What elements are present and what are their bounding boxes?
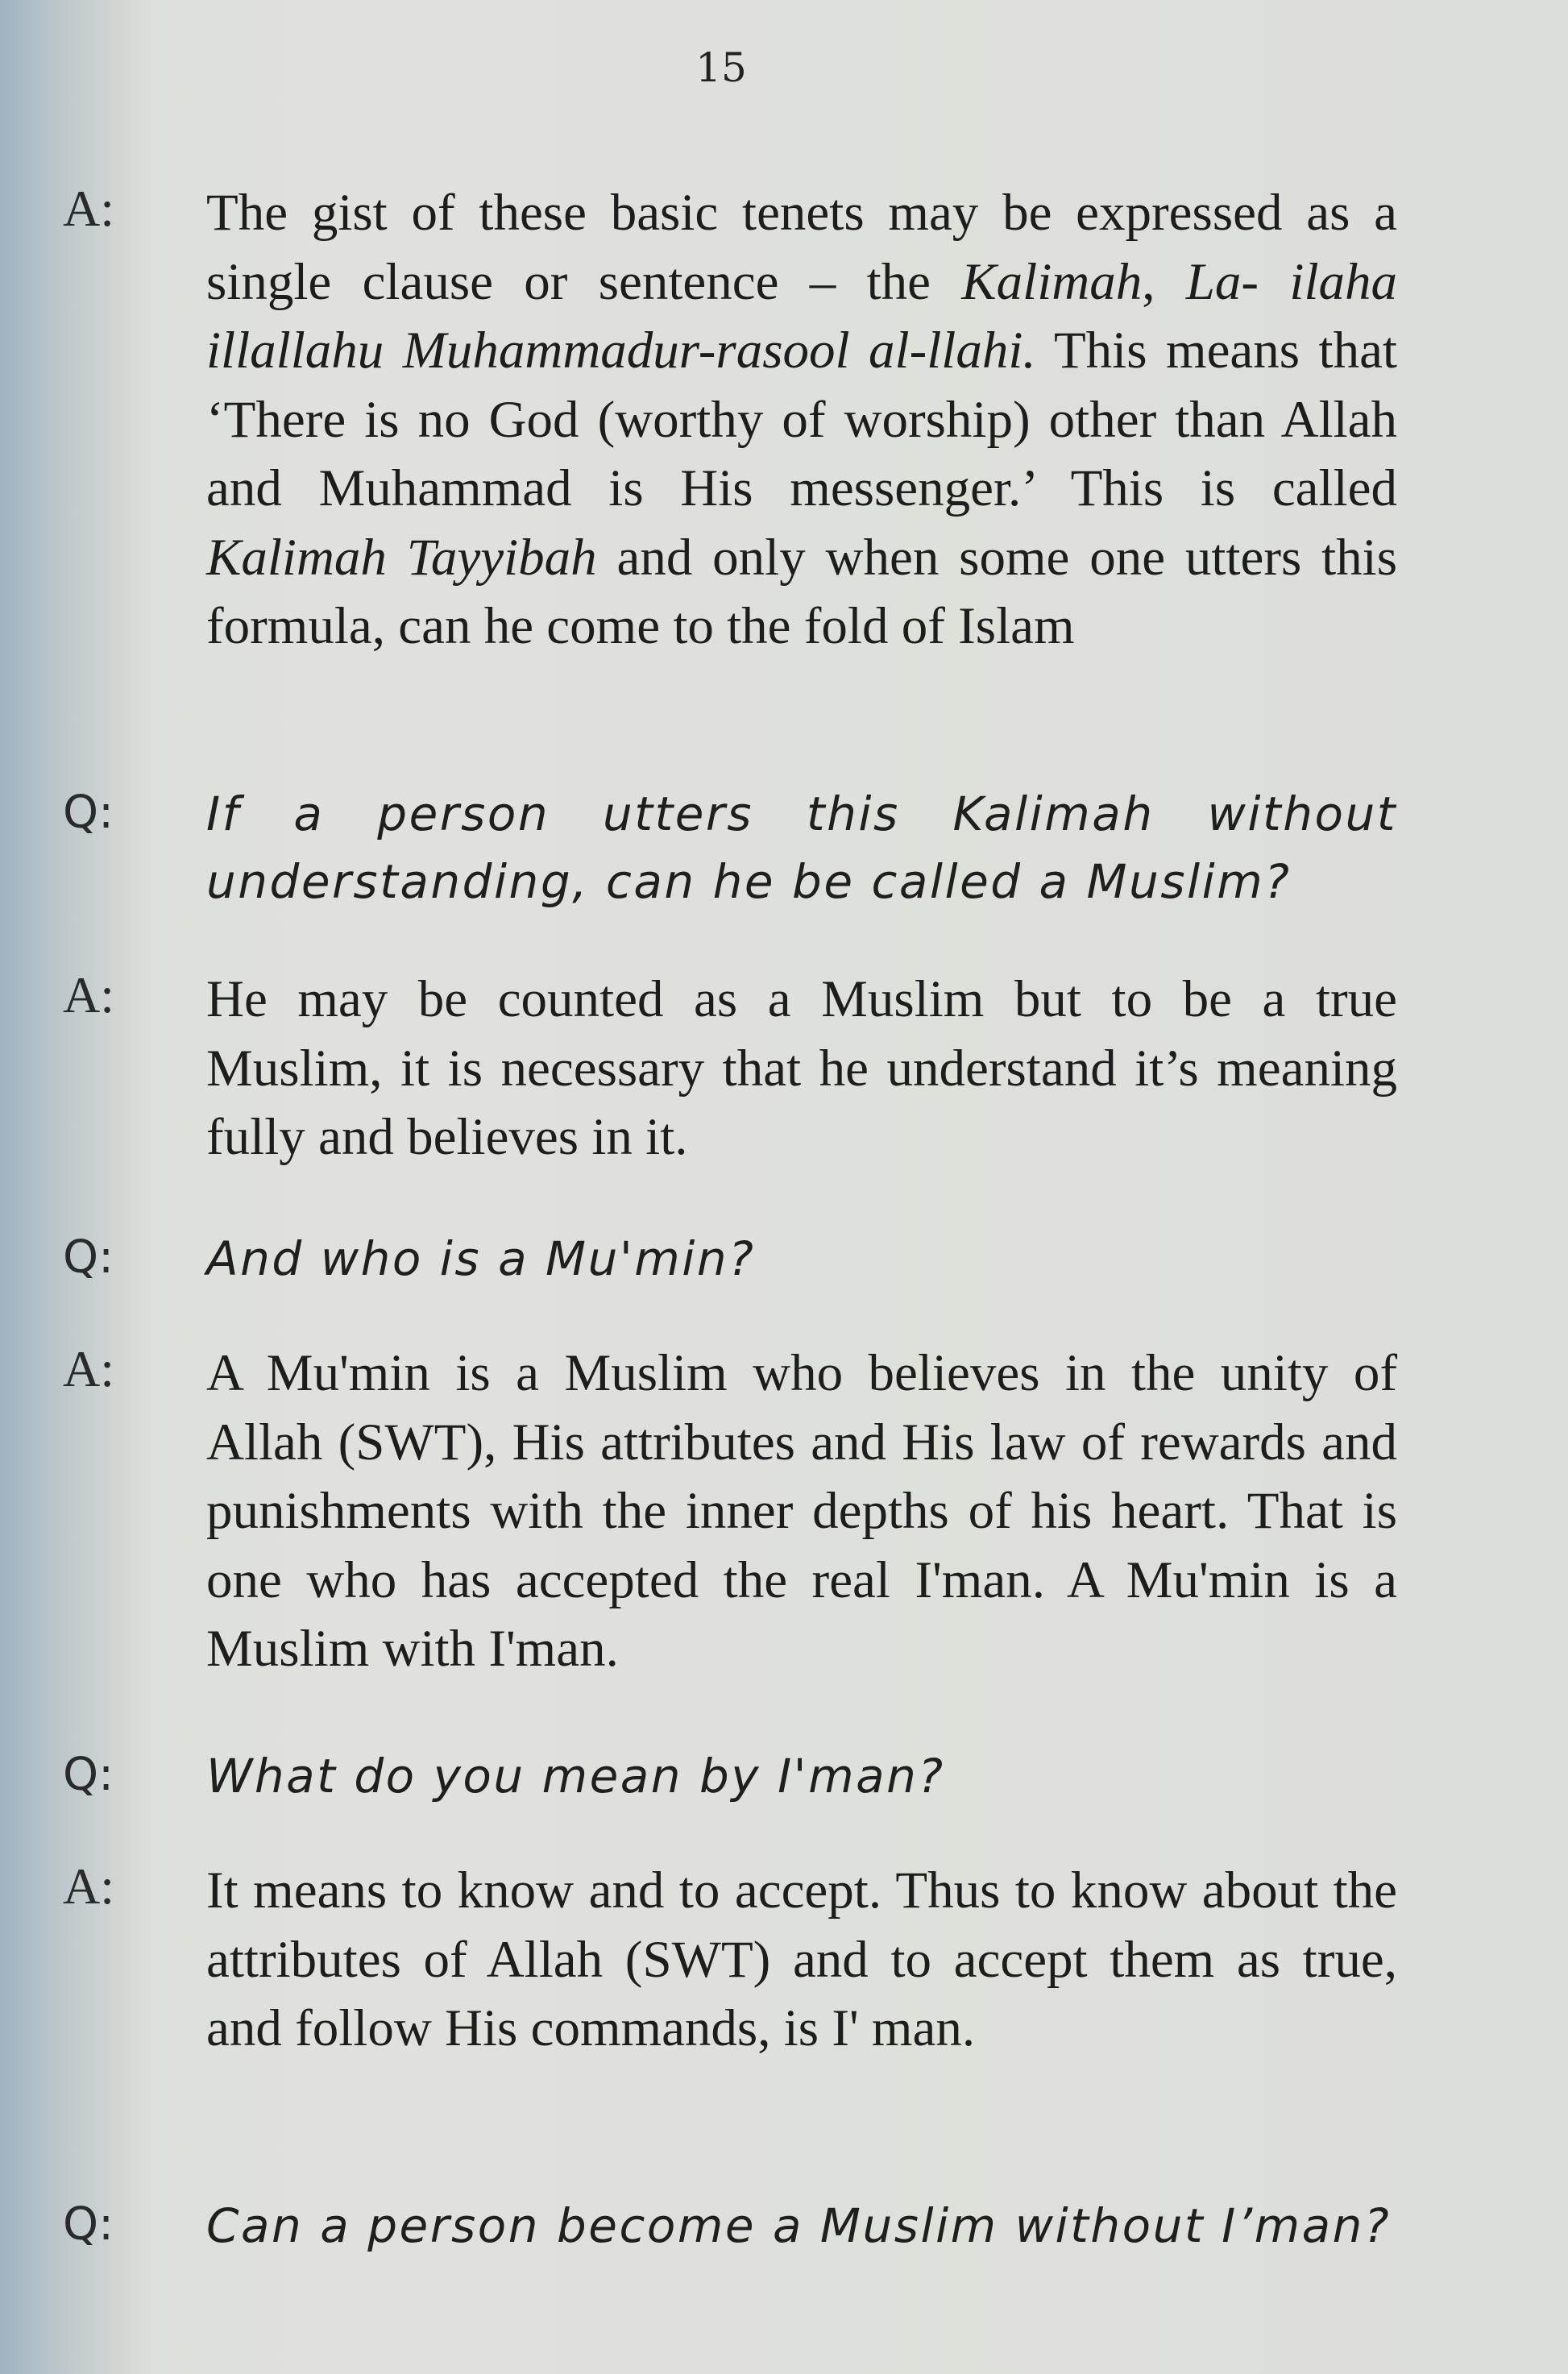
- question-text: And who is a Mu'min?: [206, 1231, 756, 1286]
- answer-text-part: The gist of these basic tenets may be expressed as a single clause or sentence – the: [206, 184, 1397, 311]
- answer-text-part: This means that ‘There is no God (worthy of worship) other than Allah and Muhammad is His messenger.’ This is called: [206, 322, 1397, 517]
- answer-text-italic: La- ilaha illallahu Muhammadur-rasool al-llahi.: [206, 252, 1397, 380]
- answer-label: A:: [63, 966, 114, 1023]
- answer-label: A:: [63, 1340, 114, 1397]
- answer-text: A Mu'min is a Muslim who believes in the unity of Allah (SWT), His attributes and His law of rewards and punishments with the inner depths of his heart. That is one who has accepted the real I'man. A Mu'min is a Muslim with I'man.: [206, 1344, 1397, 1678]
- answer-label: A:: [63, 180, 114, 237]
- answer-label: A:: [63, 1857, 114, 1915]
- answer-text-italic: Kalimah: [961, 252, 1143, 311]
- answer-text: He may be counted as a Muslim but to be a true Muslim, it is necessary that he understand it’s meaning fully and believes in it.: [206, 970, 1397, 1166]
- question-label: Q:: [63, 2198, 114, 2251]
- question-label: Q:: [63, 1749, 114, 1801]
- answer-text-part: and only when some one utters this formula, can he come to the fold of Islam: [206, 528, 1398, 655]
- answer-text-part: ,: [1142, 252, 1186, 311]
- answer-text: [206, 179, 1397, 662]
- answer-text: It means to know and to accept. Thus to know about the attributes of Allah (SWT) and to accept them as true, and follow His commands, is I' man.: [206, 1861, 1397, 2057]
- question-text: Can a person become a Muslim without I’man?: [206, 2198, 1392, 2253]
- page-number: 15: [695, 44, 747, 91]
- question-text: If a person utters this Kalimah without understanding, can he be called a Muslim?: [206, 786, 1397, 909]
- question-label: Q:: [63, 786, 114, 839]
- answer-text-italic: Kalimah Tayyibah: [206, 528, 597, 587]
- question-label: Q:: [63, 1231, 114, 1284]
- question-text: What do you mean by I'man?: [206, 1749, 945, 1803]
